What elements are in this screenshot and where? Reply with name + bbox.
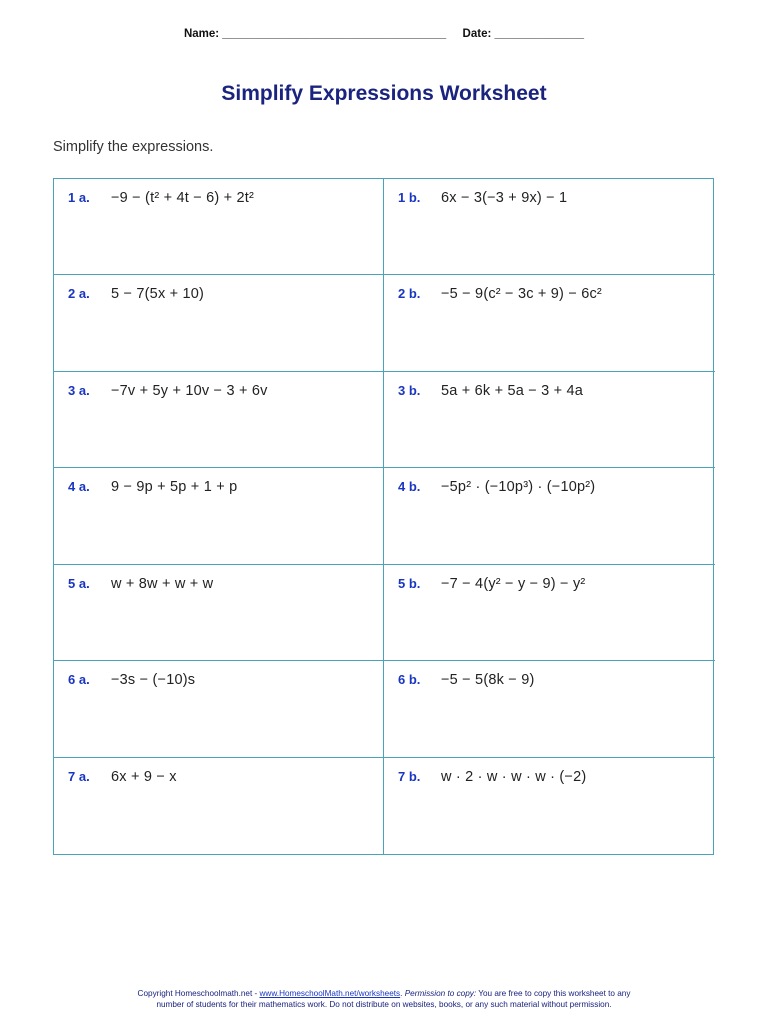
problem-label: 7 a.: [68, 768, 90, 784]
problem-cell: [384, 758, 715, 854]
footer-line-2: number of students for their mathematics work. Do not distribute on websites, books, or any such material without permission.: [156, 1000, 612, 1009]
problem-expression: −7v + 5y + 10v − 3 + 6v: [111, 382, 268, 399]
problem-label: 2 b.: [398, 286, 421, 302]
name-field: Name: ___________________________________: [183, 28, 447, 40]
problem-expression: 6x − 3(−3 + 9x) − 1: [441, 190, 568, 206]
footer: [0, 988, 768, 1010]
problem-expression: w + 8w + w + w: [111, 575, 214, 592]
problem-expression: −9 − (t² + 4t − 6) + 2t²: [111, 190, 255, 206]
problem-expression: −3s − (−10)s: [111, 672, 196, 689]
problem-label: 5 a.: [68, 575, 90, 591]
problem-expression: −5 − 5(8k − 9): [441, 672, 535, 689]
problem-label: 4 b.: [398, 479, 421, 495]
page-title: Simplify Expressions Worksheet: [221, 82, 547, 105]
problem-label: 1 a.: [68, 190, 90, 205]
problem-label: 6 b.: [398, 672, 421, 688]
footer-permission-label: Permission to copy:: [404, 989, 477, 998]
problem-cell: [384, 179, 715, 275]
problems-grid: [53, 178, 714, 855]
problem-expression: w · 2 · w · w · w · (−2): [441, 768, 587, 785]
date-field: Date: ______________: [462, 28, 585, 40]
problem-expression: 9 − 9p + 5p + 1 + p: [111, 479, 238, 496]
problem-expression: 5 − 7(5x + 10): [111, 286, 205, 303]
problem-expression: −7 − 4(y² − y − 9) − y²: [441, 575, 586, 592]
instructions: Simplify the expressions.: [53, 139, 214, 155]
problem-label: 4 a.: [68, 479, 90, 495]
footer-link[interactable]: www.HomeschoolMath.net/worksheets: [259, 989, 401, 998]
problem-cell: [384, 468, 715, 564]
problem-label: 3 a.: [68, 382, 90, 398]
name-date-line: [0, 28, 768, 40]
problem-cell: [54, 372, 384, 468]
problem-cell: [54, 468, 384, 564]
problem-cell: [384, 661, 715, 757]
problem-cell: [54, 661, 384, 757]
problem-cell: [384, 565, 715, 661]
problem-label: 7 b.: [398, 768, 421, 784]
problem-expression: −5p² · (−10p³) · (−10p²): [441, 479, 596, 496]
problem-label: 2 a.: [68, 286, 90, 302]
problem-cell: [54, 758, 384, 854]
footer-permission-text: You are free to copy this worksheet to any: [476, 989, 631, 998]
footer-copyright: Copyright Homeschoolmath.net -: [137, 989, 260, 998]
problem-expression: 6x + 9 − x: [111, 768, 177, 785]
problem-cell: [384, 372, 715, 468]
problem-expression: 5a + 6k + 5a − 3 + 4a: [441, 382, 584, 399]
problem-cell: [54, 179, 384, 275]
problem-label: 3 b.: [398, 382, 421, 398]
problem-cell: [54, 565, 384, 661]
problem-cell: [54, 275, 384, 371]
problem-label: 5 b.: [398, 575, 421, 591]
problem-expression: −5 − 9(c² − 3c + 9) − 6c²: [441, 286, 602, 303]
problem-label: 1 b.: [398, 190, 421, 205]
footer-line-1: Copyright Homeschoolmath.net - www.HomeschoolMath.net/worksheets. Permission to copy: You are free to copy this worksheet to any: [137, 989, 631, 998]
problem-label: 6 a.: [68, 672, 90, 688]
problem-cell: [384, 275, 715, 371]
